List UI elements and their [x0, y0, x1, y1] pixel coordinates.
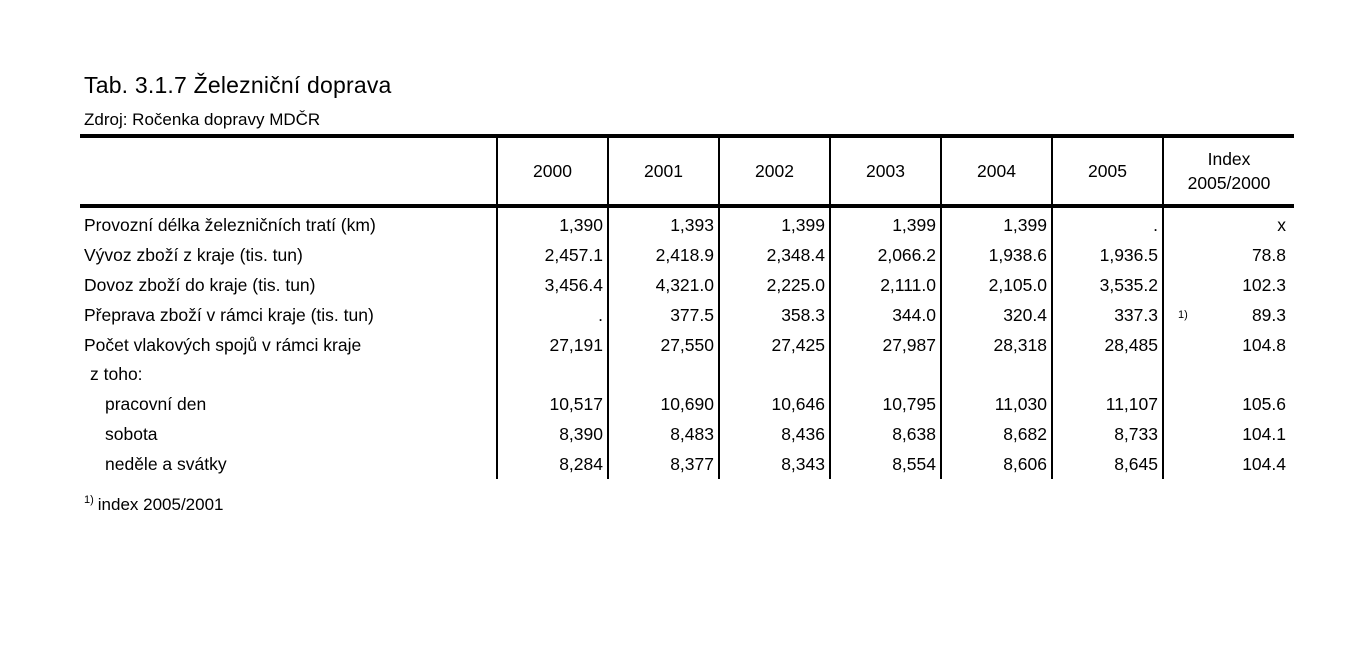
table-source: Zdroj: Ročenka dopravy MDČR	[84, 110, 321, 129]
value-cell-2005: 11,107	[1052, 390, 1163, 420]
index-value: 78.8	[1251, 245, 1286, 266]
value-cell-2002	[719, 360, 830, 390]
index-value: 89.3	[1251, 304, 1286, 325]
value-cell-2005: 3,535.2	[1052, 271, 1163, 301]
index-cell	[1163, 449, 1294, 479]
table-title: Tab. 3.1.7 Železniční doprava	[84, 72, 392, 98]
row-label: sobota	[105, 423, 158, 444]
index-cell	[1163, 390, 1294, 420]
value-cell-2003: 10,795	[830, 390, 941, 420]
index-cell	[1163, 300, 1294, 330]
table-body	[80, 206, 1294, 479]
index-value: 105.6	[1242, 394, 1286, 415]
table-row	[80, 360, 1294, 390]
table-row	[80, 300, 1294, 330]
value-cell-2001	[608, 360, 719, 390]
row-label: Přeprava zboží v rámci kraje (tis. tun)	[84, 304, 374, 325]
table-row	[80, 330, 1294, 360]
value-cell-2000: 2,457.1	[497, 241, 608, 271]
value-cell-2002: 27,425	[719, 330, 830, 360]
value-cell-2005	[1052, 360, 1163, 390]
value-cell-2003: 27,987	[830, 330, 941, 360]
value-cell-2001: 1,393	[608, 206, 719, 241]
value-cell-2004: 1,938.6	[941, 241, 1052, 271]
value-cell-2003: 8,638	[830, 420, 941, 450]
table-row	[80, 241, 1294, 271]
value-cell-2005: .	[1052, 206, 1163, 241]
index-cell	[1163, 206, 1294, 241]
index-cell	[1163, 241, 1294, 271]
row-label: z toho:	[90, 364, 143, 385]
value-cell-2002: 8,343	[719, 449, 830, 479]
index-value: 104.1	[1242, 423, 1286, 444]
header-year-2000: 2000	[497, 136, 608, 206]
value-cell-2003: 1,399	[830, 206, 941, 241]
index-cell	[1163, 420, 1294, 450]
header-year-2003: 2003	[830, 136, 941, 206]
value-cell-2002: 358.3	[719, 300, 830, 330]
railway-transport-table	[80, 134, 1294, 479]
index-value: x	[1277, 215, 1286, 236]
value-cell-2002: 1,399	[719, 206, 830, 241]
value-cell-2004	[941, 360, 1052, 390]
value-cell-2000: 3,456.4	[497, 271, 608, 301]
value-cell-2004: 2,105.0	[941, 271, 1052, 301]
value-cell-2002: 2,348.4	[719, 241, 830, 271]
value-cell-2004: 28,318	[941, 330, 1052, 360]
footnote-marker: 1)	[84, 494, 94, 506]
table-row	[80, 206, 1294, 241]
value-cell-2000: 1,390	[497, 206, 608, 241]
header-year-2004: 2004	[941, 136, 1052, 206]
index-cell	[1163, 271, 1294, 301]
row-label: Dovoz zboží do kraje (tis. tun)	[84, 274, 316, 295]
row-label: Vývoz zboží z kraje (tis. tun)	[84, 245, 303, 266]
index-value: 104.8	[1242, 334, 1286, 355]
header-index-line2: 2005/2000	[1187, 173, 1271, 193]
value-cell-2003: 344.0	[830, 300, 941, 330]
value-cell-2001: 27,550	[608, 330, 719, 360]
value-cell-2004: 11,030	[941, 390, 1052, 420]
index-value: 104.4	[1242, 453, 1286, 474]
row-label: Počet vlakových spojů v rámci kraje	[84, 334, 362, 355]
table-header-row	[80, 136, 1294, 206]
value-cell-2001: 8,377	[608, 449, 719, 479]
header-label-cell	[80, 136, 497, 206]
row-label: pracovní den	[105, 394, 207, 415]
header-year-2005: 2005	[1052, 136, 1163, 206]
value-cell-2004: 8,606	[941, 449, 1052, 479]
value-cell-2005: 8,733	[1052, 420, 1163, 450]
index-value: 102.3	[1242, 274, 1286, 295]
value-cell-2004: 1,399	[941, 206, 1052, 241]
value-cell-2005: 28,485	[1052, 330, 1163, 360]
value-cell-2001: 377.5	[608, 300, 719, 330]
value-cell-2004: 320.4	[941, 300, 1052, 330]
value-cell-2000: 8,390	[497, 420, 608, 450]
value-cell-2005: 337.3	[1052, 300, 1163, 330]
value-cell-2000	[497, 360, 608, 390]
footnote	[84, 494, 224, 515]
header-index-line1: Index	[1207, 149, 1251, 169]
value-cell-2001: 2,418.9	[608, 241, 719, 271]
value-cell-2000: .	[497, 300, 608, 330]
footnote-text: index 2005/2001	[97, 495, 224, 514]
row-label: Provozní délka železničních tratí (km)	[84, 215, 376, 236]
value-cell-2001: 4,321.0	[608, 271, 719, 301]
index-cell	[1163, 330, 1294, 360]
value-cell-2002: 2,225.0	[719, 271, 830, 301]
value-cell-2003: 2,111.0	[830, 271, 941, 301]
value-cell-2001: 10,690	[608, 390, 719, 420]
value-cell-2002: 10,646	[719, 390, 830, 420]
index-footnote-marker: 1)	[1178, 309, 1188, 322]
table-row	[80, 390, 1294, 420]
table-row	[80, 420, 1294, 450]
value-cell-2000: 27,191	[497, 330, 608, 360]
value-cell-2005: 8,645	[1052, 449, 1163, 479]
table-row	[80, 271, 1294, 301]
value-cell-2004: 8,682	[941, 420, 1052, 450]
value-cell-2000: 8,284	[497, 449, 608, 479]
value-cell-2002: 8,436	[719, 420, 830, 450]
row-label: neděle a svátky	[105, 453, 227, 474]
header-year-2001: 2001	[608, 136, 719, 206]
table-row	[80, 449, 1294, 479]
value-cell-2000: 10,517	[497, 390, 608, 420]
value-cell-2001: 8,483	[608, 420, 719, 450]
header-index	[1163, 136, 1294, 206]
value-cell-2003	[830, 360, 941, 390]
value-cell-2003: 2,066.2	[830, 241, 941, 271]
value-cell-2005: 1,936.5	[1052, 241, 1163, 271]
value-cell-2003: 8,554	[830, 449, 941, 479]
data-table-container	[80, 134, 1294, 479]
header-year-2002: 2002	[719, 136, 830, 206]
index-cell	[1163, 360, 1294, 390]
